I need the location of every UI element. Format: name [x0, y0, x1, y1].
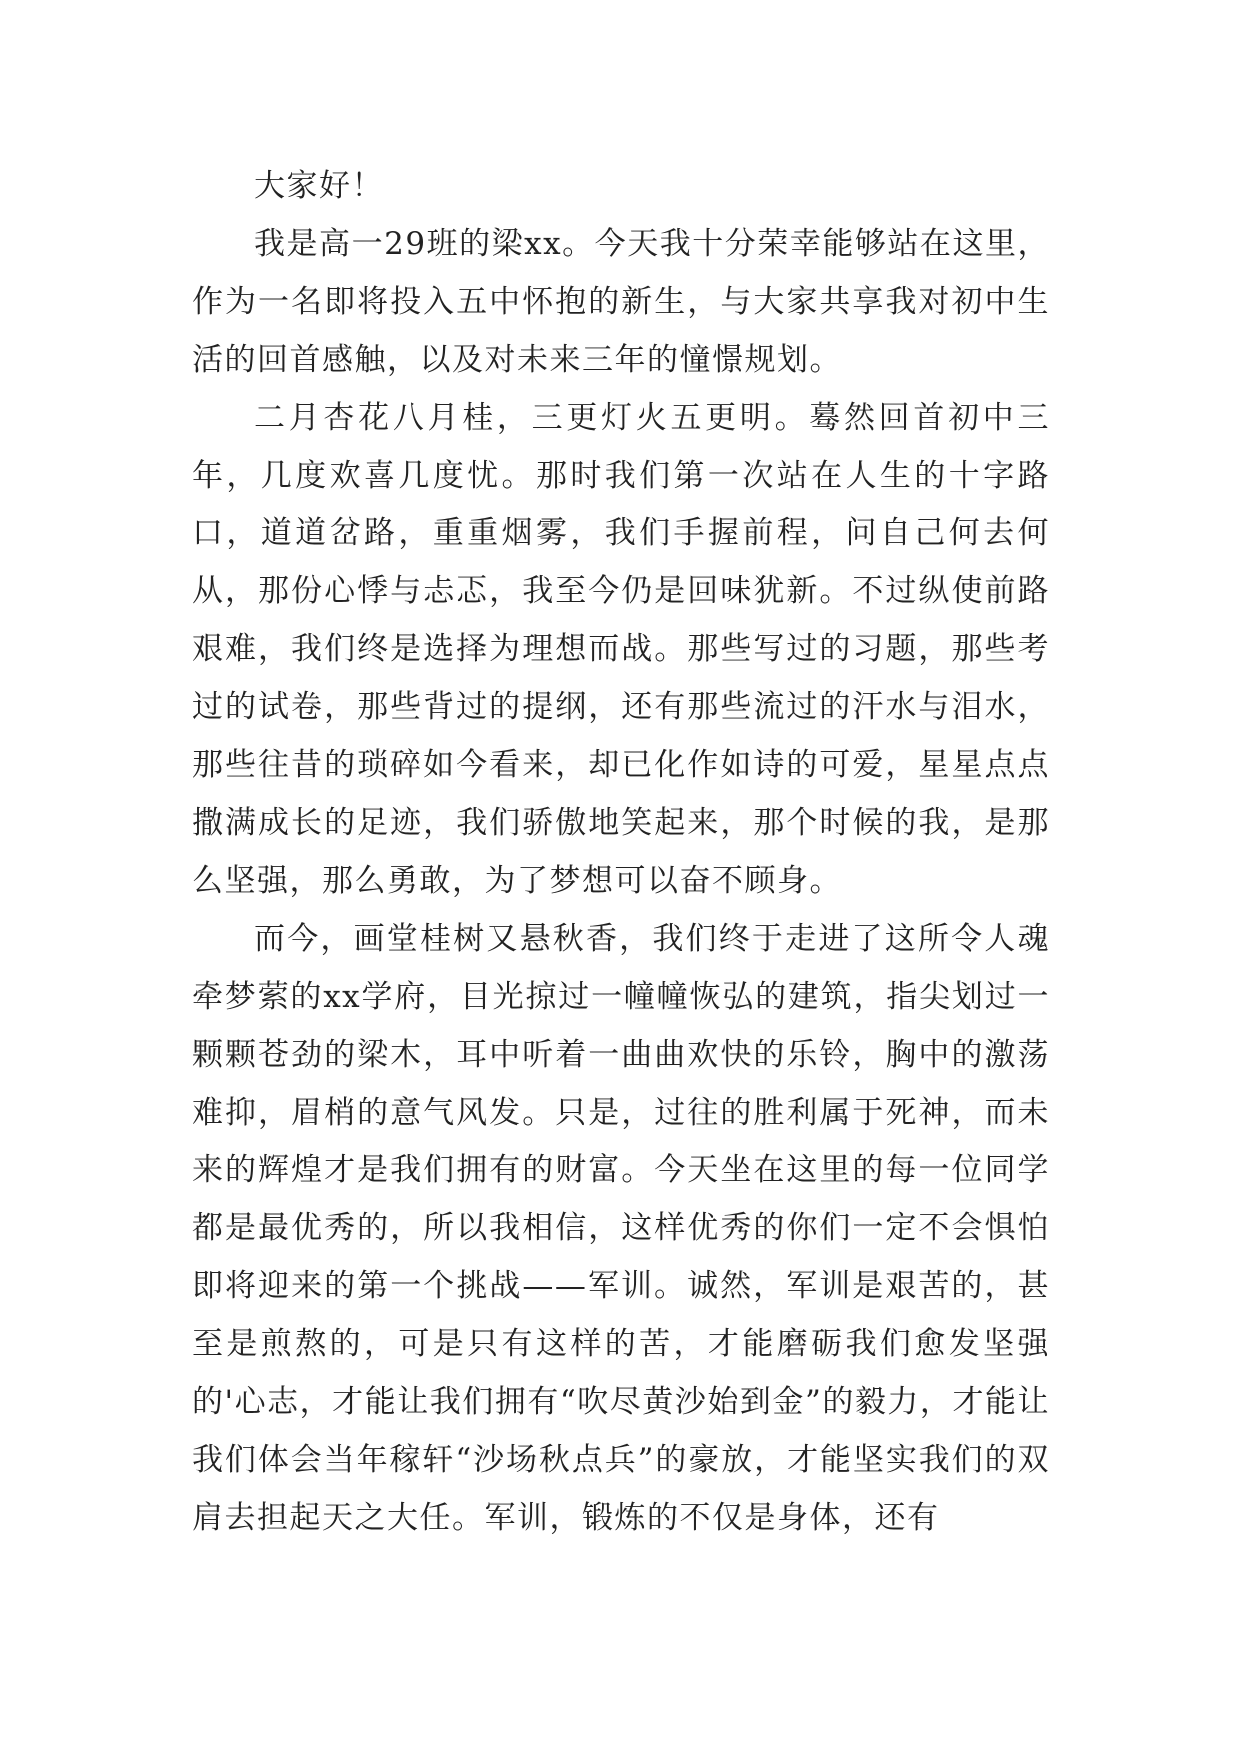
paragraph-junior-high-memories: 二月杏花八月桂，三更灯火五更明。蓦然回首初中三年，几度欢喜几度忧。那时我们第一次站在人生的十字路口，道道岔路，重重烟雾，我们手握前程，问自己何去何从，那份心悸与忐忑，我至今仍是回味犹新。不过纵使前路艰难，我们终是选择为理想而战。那些写过的习题，那些考过的试卷，那些背过的提纲，还有那些流过的汗水与泪水，那些往昔的琐碎如今看来，却已化作如诗的可爱，星星点点撒满成长的足迹，我们骄傲地笑起来，那个时候的我，是那么坚强，那么勇敢，为了梦想可以奋不顾身。: [192, 399, 1050, 899]
paragraph-greeting: 大家好！: [254, 168, 384, 204]
speech-body: [192, 158, 1050, 1548]
paragraph-military-training: 而今，画堂桂树又悬秋香，我们终于走进了这所令人魂牵梦萦的xx学府，目光掠过一幢幢恢弘的建筑，指尖划过一颗颗苍劲的梁木，耳中听着一曲曲欢快的乐铃，胸中的激荡难抑，眉梢的意气风发。只是，过往的胜利属于死神，而未来的辉煌才是我们拥有的财富。今天坐在这里的每一位同学都是最优秀的，所以我相信，这样优秀的你们一定不会惧怕即将迎来的第一个挑战——军训。诚然，军训是艰苦的，甚至是煎熬的，可是只有这样的苦，才能磨砺我们愈发坚强的'心志，才能让我们拥有“吹尽黄沙始到金”的毅力，才能让我们体会当年稼轩“沙场秋点兵”的豪放，才能坚实我们的双肩去担起天之大任。军训，锻炼的不仅是身体，还有: [192, 920, 1050, 1536]
paragraph-introduction: 我是高一29班的梁xx。今天我十分荣幸能够站在这里，作为一名即将投入五中怀抱的新生，与大家共享我对初中生活的回首感触，以及对未来三年的憧憬规划。: [192, 225, 1050, 378]
